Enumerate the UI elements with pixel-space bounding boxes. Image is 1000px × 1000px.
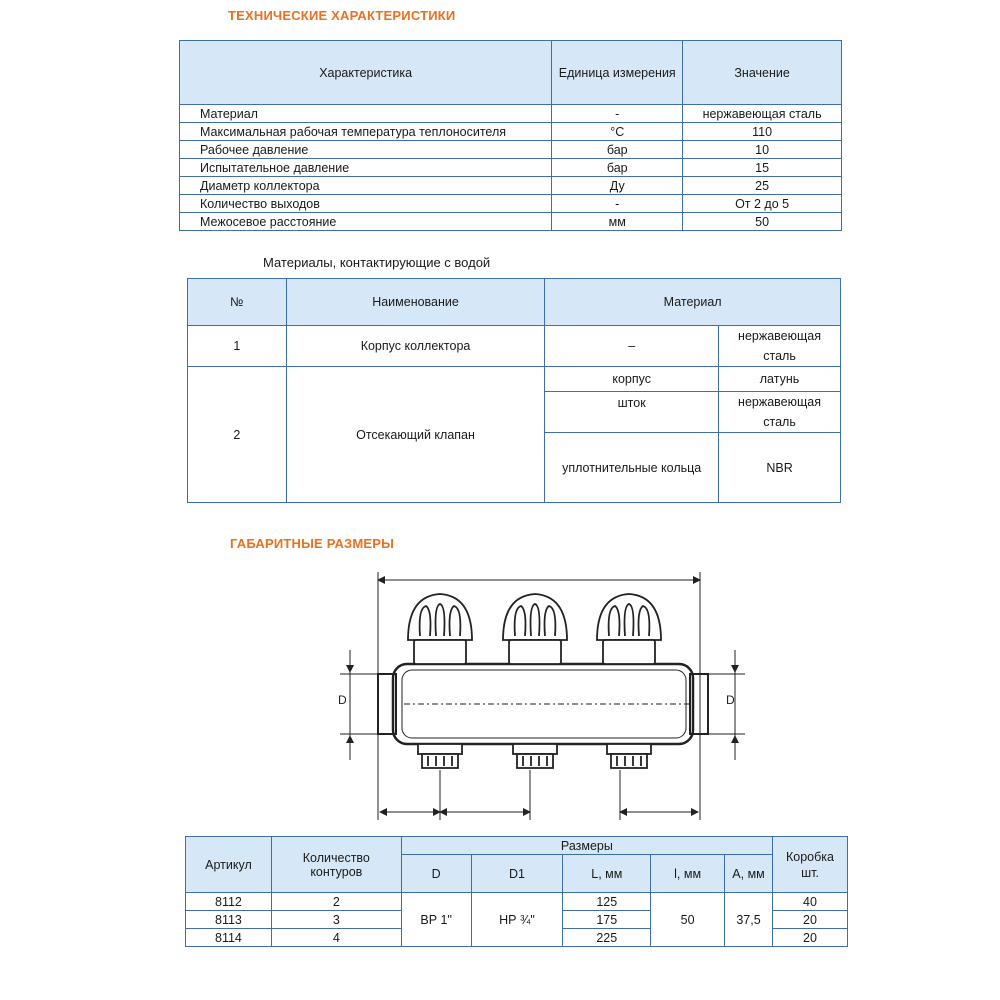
dimensions-heading: ГАБАРИТНЫЕ РАЗМЕРЫ: [230, 536, 395, 551]
col-unit: Единица измерения: [552, 41, 683, 105]
spec-name: Максимальная рабочая температура теплоносителя: [180, 123, 552, 141]
col-d1: D1: [471, 855, 563, 893]
col-name: Наименование: [286, 279, 545, 326]
spec-value: 25: [683, 177, 842, 195]
spec-name: Испытательное давление: [180, 159, 552, 177]
col-characteristic: Характеристика: [180, 41, 552, 105]
materials-table: [187, 278, 841, 503]
spec-unit: -: [552, 105, 683, 123]
spec-value: 10: [683, 141, 842, 159]
spec-value: От 2 до 5: [683, 195, 842, 213]
row-material: нержавеющая сталь: [719, 392, 841, 433]
row-part: шток: [545, 392, 719, 433]
spec-value: нержавеющая сталь: [683, 105, 842, 123]
spec-unit: °С: [552, 123, 683, 141]
cell-box: 40: [773, 893, 848, 911]
spec-value: 110: [683, 123, 842, 141]
cell-a: 37,5: [725, 893, 773, 947]
spec-name: Диаметр коллектора: [180, 177, 552, 195]
spec-unit: Ду: [552, 177, 683, 195]
spec-name: Рабочее давление: [180, 141, 552, 159]
cell-d: ВР 1": [401, 893, 471, 947]
col-d: D: [401, 855, 471, 893]
spec-value: 15: [683, 159, 842, 177]
spec-value: 50: [683, 213, 842, 231]
spec-unit: -: [552, 195, 683, 213]
col-contours: Количество контуров: [271, 837, 401, 893]
col-l-pitch: l, мм: [651, 855, 725, 893]
cell-article: 8112: [186, 893, 272, 911]
col-value: Значение: [683, 41, 842, 105]
cell-article: 8114: [186, 929, 272, 947]
row-name: Отсекающий клапан: [286, 367, 545, 503]
spec-name: Межосевое расстояние: [180, 213, 552, 231]
row-name: Корпус коллектора: [286, 326, 545, 367]
row-material: нержавеющая сталь: [719, 326, 841, 367]
article-table: [185, 836, 848, 947]
row-part: корпус: [545, 367, 719, 392]
row-material: NBR: [719, 433, 841, 503]
tech-specs-table: [179, 40, 842, 231]
col-l-total: L, мм: [563, 855, 651, 893]
manifold-drawing: [0, 560, 1000, 825]
drawing-label-d-right: D: [726, 693, 735, 707]
cell-box: 20: [773, 911, 848, 929]
cell-article: 8113: [186, 911, 272, 929]
cell-l-total: 175: [563, 911, 651, 929]
row-part: –: [545, 326, 719, 367]
spec-unit: бар: [552, 141, 683, 159]
col-a: A, мм: [725, 855, 773, 893]
cell-contours: 4: [271, 929, 401, 947]
cell-l-total: 125: [563, 893, 651, 911]
cell-contours: 2: [271, 893, 401, 911]
tech-specs-heading: ТЕХНИЧЕСКИЕ ХАРАКТЕРИСТИКИ: [228, 8, 456, 23]
spec-unit: мм: [552, 213, 683, 231]
cell-contours: 3: [271, 911, 401, 929]
col-article: Артикул: [186, 837, 272, 893]
cell-box: 20: [773, 929, 848, 947]
row-num: 1: [188, 326, 287, 367]
col-box: Коробка шт.: [773, 837, 848, 893]
spec-name: Материал: [180, 105, 552, 123]
col-sizes: Размеры: [401, 837, 772, 855]
cell-d1: НР ¾": [471, 893, 563, 947]
col-num: №: [188, 279, 287, 326]
spec-name: Количество выходов: [180, 195, 552, 213]
row-num: 2: [188, 367, 287, 503]
col-material: Материал: [545, 279, 841, 326]
drawing-label-d-left: D: [338, 693, 347, 707]
cell-l-pitch: 50: [651, 893, 725, 947]
cell-l-total: 225: [563, 929, 651, 947]
materials-heading: Материалы, контактирующие с водой: [263, 255, 491, 270]
row-material: латунь: [719, 367, 841, 392]
spec-unit: бар: [552, 159, 683, 177]
row-part: уплотнительные кольца: [545, 433, 719, 503]
